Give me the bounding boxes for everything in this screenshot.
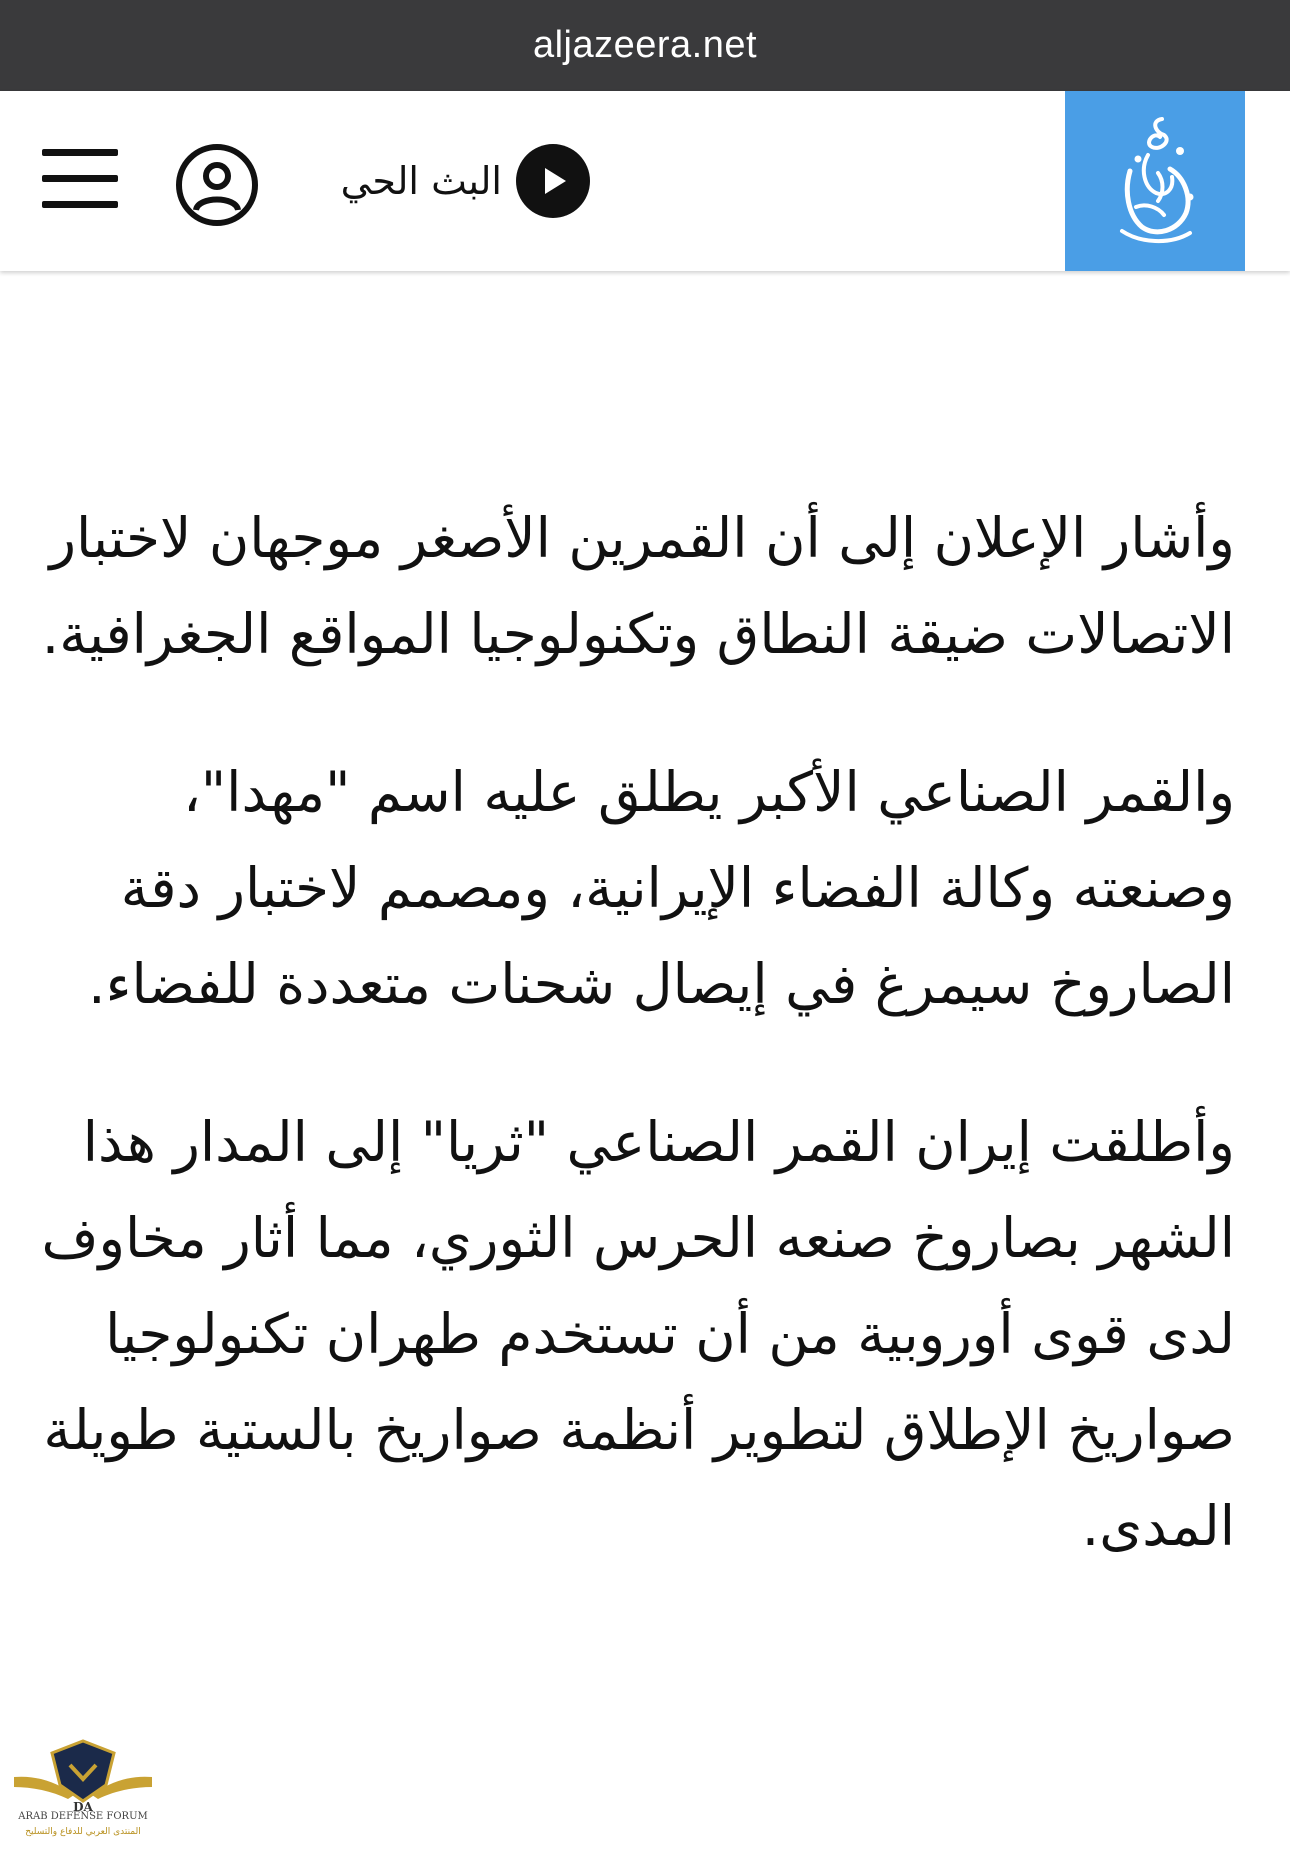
play-icon <box>516 144 590 218</box>
arab-defense-forum-watermark <box>8 1735 158 1847</box>
article-body <box>40 490 1235 1636</box>
browser-url-bar[interactable] <box>0 0 1290 91</box>
aljazeera-logo-icon <box>1100 111 1210 251</box>
menu-button[interactable] <box>42 149 118 209</box>
user-account-icon <box>182 150 252 220</box>
forum-emblem-icon <box>8 1735 158 1815</box>
article-paragraph: وأشار الإعلان إلى أن القمرين الأصغر موجهان لاختبار الاتصالات ضيقة النطاق وتكنولوجيا المواقع الجغرافية. <box>41 506 1235 666</box>
article-paragraph: والقمر الصناعي الأكبر يطلق عليه اسم "مهدا"، وصنعته وكالة الفضاء الإيرانية، ومصمم لاختبار دقة الصاروخ سيمرغ في إيصال شحنات متعددة للفضاء. <box>88 760 1235 1016</box>
live-stream-button[interactable] <box>300 141 590 221</box>
forum-subtitle: المنتدى العربي للدفاع والتسليح <box>25 1827 141 1837</box>
site-header <box>0 91 1290 271</box>
account-button[interactable] <box>176 144 258 226</box>
svg-text:DA: DA <box>73 1800 93 1814</box>
aljazeera-logo[interactable] <box>1065 91 1245 271</box>
forum-title: ARAB DEFENSE FORUM <box>18 1811 148 1822</box>
live-stream-label: البث الحي <box>340 159 502 203</box>
article-paragraph: وأطلقت إيران القمر الصناعي "ثريا" إلى المدار هذا الشهر بصاروخ صنعه الحرس الثوري، مما أثار مخاوف لدى قوى أوروبية من أن تستخدم طهران تكنولوجيا صواريخ الإطلاق لتطوير أنظمة صواريخ بالستية طويلة المدى. <box>41 1110 1235 1558</box>
url-text[interactable]: aljazeera.net <box>532 24 758 66</box>
